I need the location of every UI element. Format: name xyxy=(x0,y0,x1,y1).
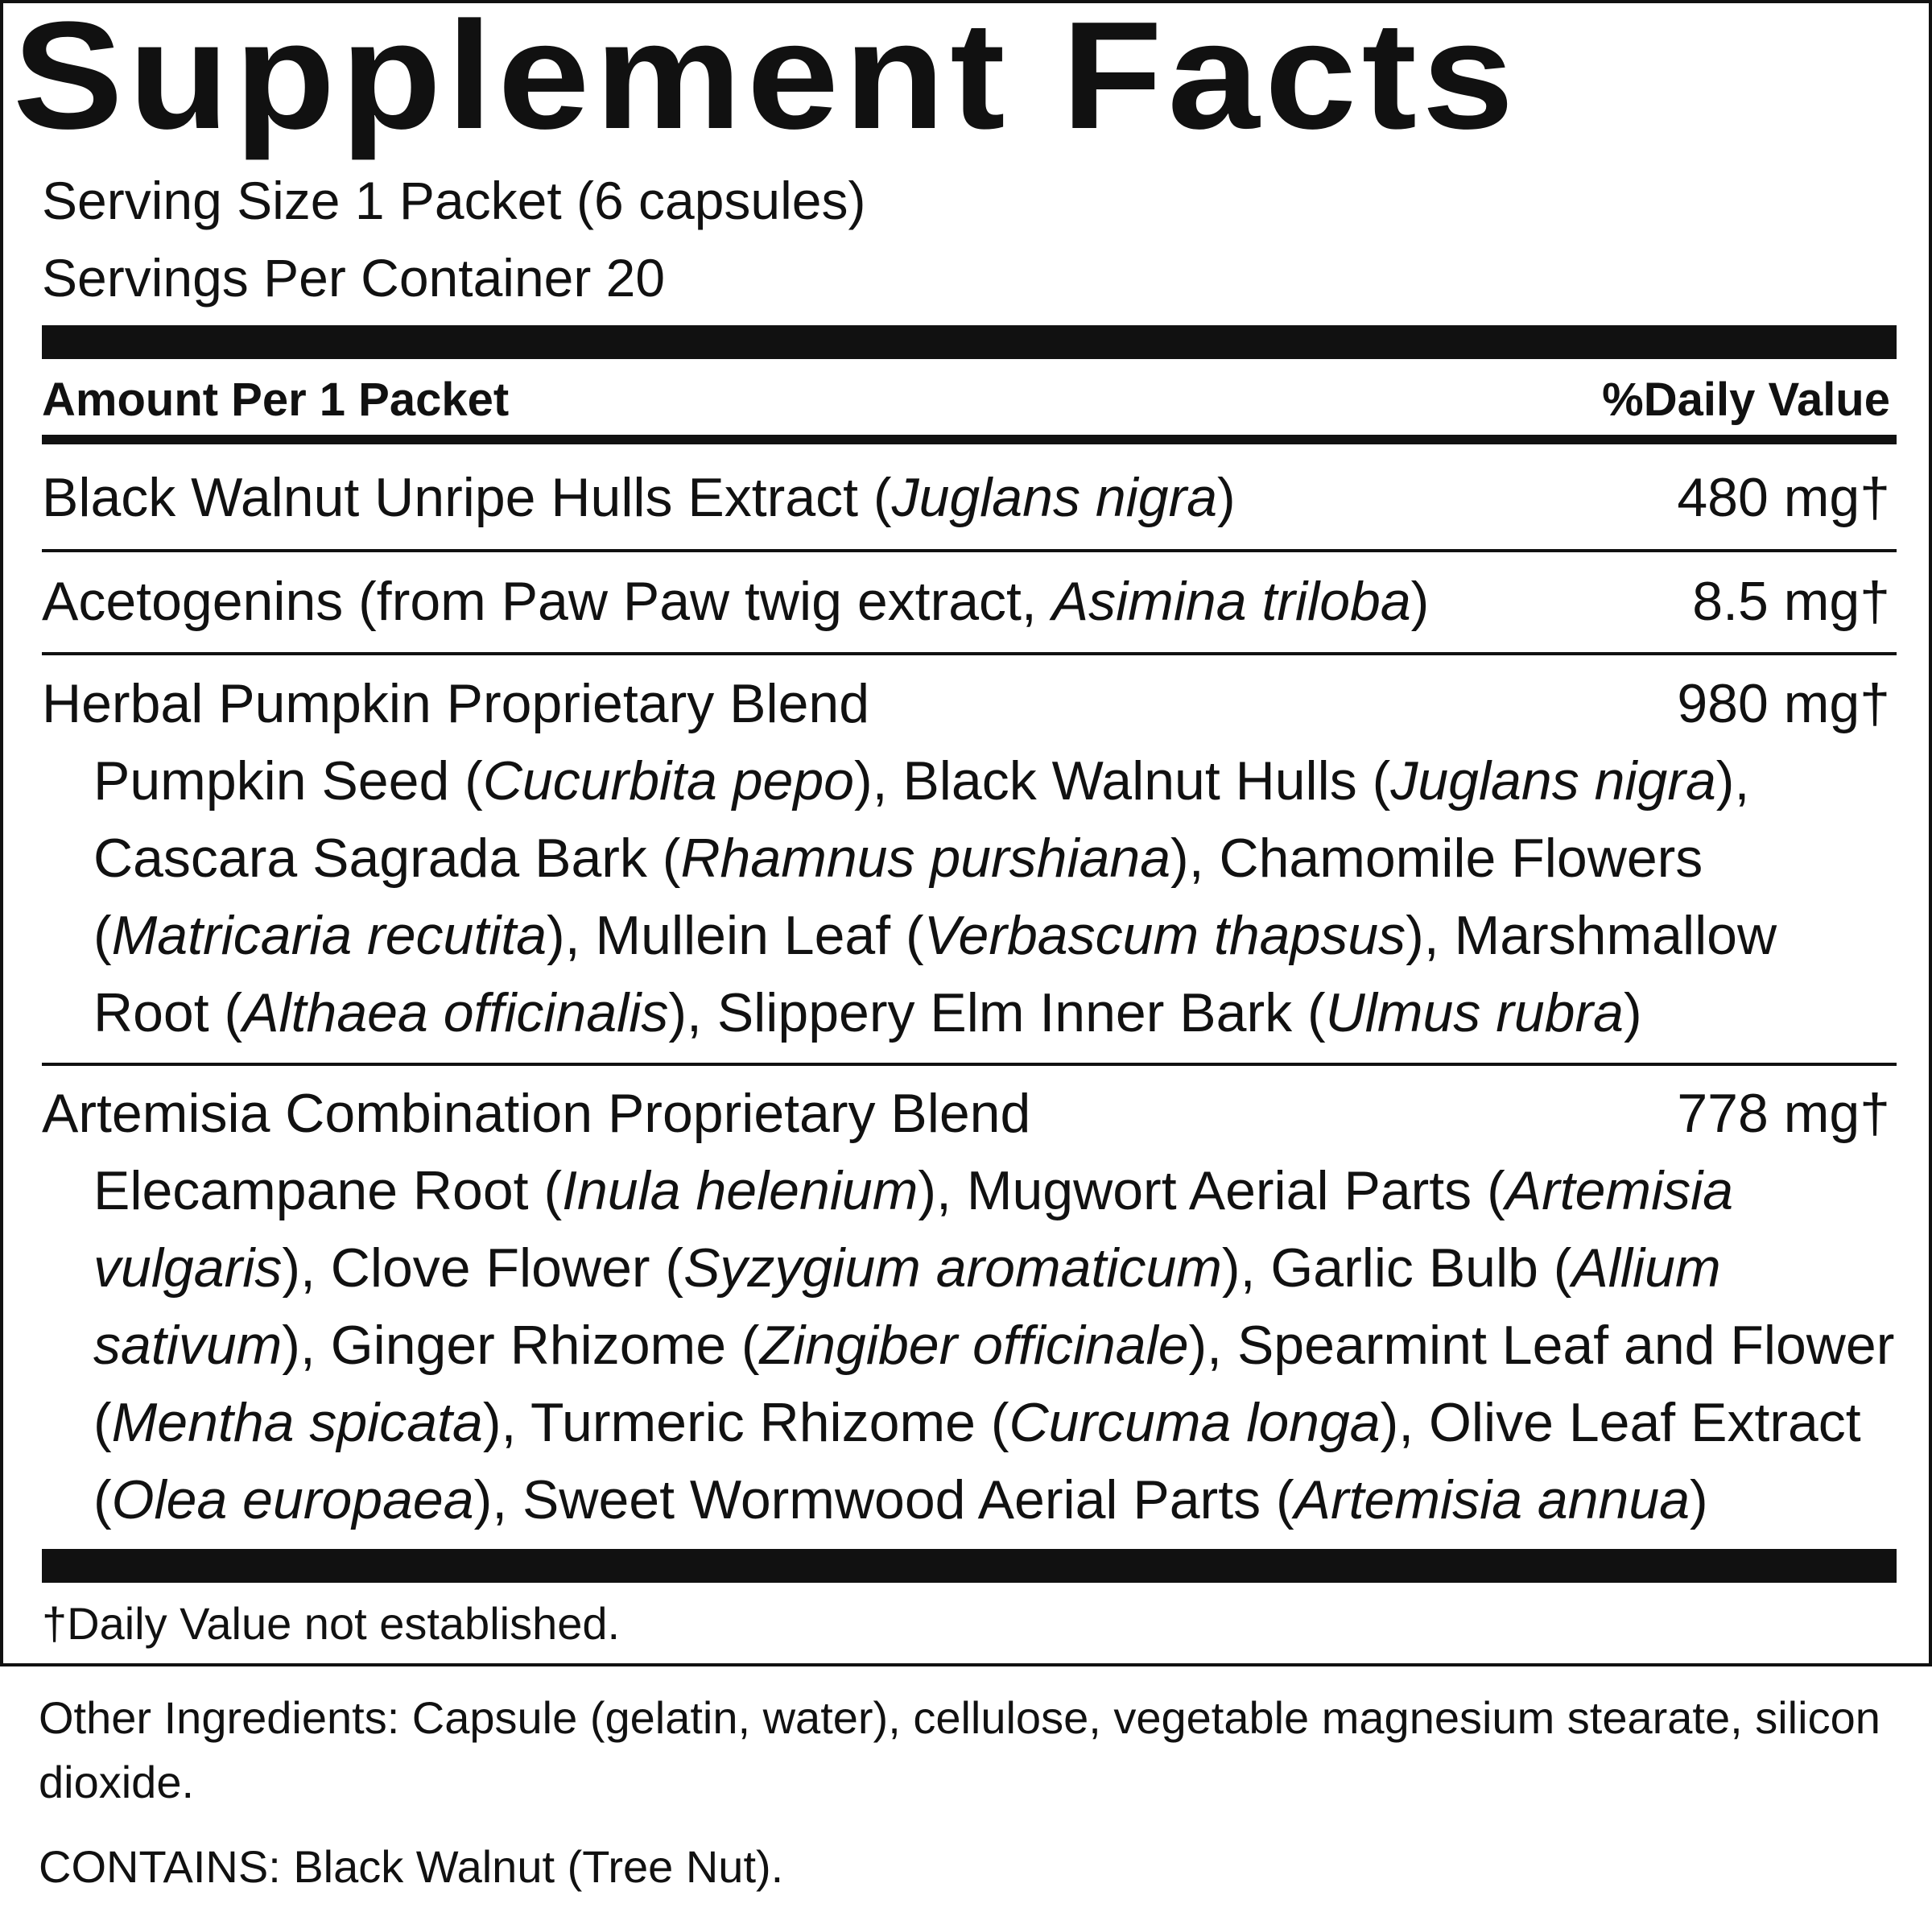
thick-divider-top xyxy=(42,325,1897,359)
ingredient-text: ) xyxy=(1623,982,1642,1043)
ingredient-text: ), Sweet Wormwood Aerial Parts ( xyxy=(473,1469,1294,1530)
ingredient-text: ), Slippery Elm Inner Bark ( xyxy=(668,982,1326,1043)
ingredient-text: ), Mugwort Aerial Parts ( xyxy=(918,1160,1505,1221)
footnote: †Daily Value not established. xyxy=(42,1598,621,1649)
ingredient-text: ), Black Walnut Hulls ( xyxy=(854,750,1391,812)
ingredient-text: ( xyxy=(93,1469,112,1530)
latin-name: Rhamnus purshiana xyxy=(680,828,1171,889)
ingredient-text: Root ( xyxy=(93,982,243,1043)
latin-name: Allium xyxy=(1571,1237,1721,1299)
ingredient-text: ), Clove Flower ( xyxy=(282,1237,684,1299)
latin-name: Asimina triloba xyxy=(1051,571,1411,632)
latin-name: Syzygium aromaticum xyxy=(683,1237,1222,1299)
amount-header: Amount Per 1 Packet xyxy=(42,374,510,426)
ingredient-text: ), Garlic Bulb ( xyxy=(1221,1237,1572,1299)
ingredient-line xyxy=(93,1307,1897,1384)
other-ingredients: Other Ingredients: Capsule (gelatin, water), cellulose, vegetable magnesium stearate, silicon dioxide. xyxy=(39,1692,1880,1807)
medium-divider xyxy=(42,435,1897,444)
ingredient-text: Cascara Sagrada Bark ( xyxy=(93,828,681,889)
blend-ingredients xyxy=(93,742,1897,1051)
latin-name: Matricaria recutita xyxy=(111,905,547,966)
blend-amount: 980 mg† xyxy=(1677,673,1890,734)
ingredient-line xyxy=(93,1461,1897,1538)
ingredient-line xyxy=(93,974,1897,1051)
ingredient-amount: 480 mg† xyxy=(1677,467,1890,528)
blend-name: Herbal Pumpkin Proprietary Blend xyxy=(42,673,870,734)
latin-name: Verbascum thapsus xyxy=(923,905,1406,966)
ingredient-text: ), Ginger Rhizome ( xyxy=(282,1315,760,1376)
latin-name: Curcuma longa xyxy=(1009,1392,1381,1453)
ingredient-line xyxy=(93,1152,1897,1229)
ingredient-text: ( xyxy=(93,1392,112,1453)
latin-name: Olea europaea xyxy=(111,1469,474,1530)
latin-name: Inula helenium xyxy=(562,1160,919,1221)
blend-amount: 778 mg† xyxy=(1677,1083,1890,1144)
blend-name: Artemisia Combination Proprietary Blend xyxy=(42,1083,1031,1144)
latin-name: Althaea officinalis xyxy=(242,982,669,1043)
latin-name: Mentha spicata xyxy=(111,1392,483,1453)
ingredient-text: ) xyxy=(1690,1469,1708,1530)
daily-value-header: %Daily Value xyxy=(1602,374,1890,426)
allergen-statement: CONTAINS: Black Walnut (Tree Nut). xyxy=(39,1841,784,1892)
latin-name: Zingiber officinale xyxy=(759,1315,1189,1376)
latin-name: Artemisia xyxy=(1505,1160,1734,1221)
ingredient-amount: 8.5 mg† xyxy=(1692,571,1890,632)
latin-name: Artemisia annua xyxy=(1294,1469,1690,1530)
ingredient-text: Pumpkin Seed ( xyxy=(93,750,483,812)
ingredient-text: ( xyxy=(93,905,112,966)
ingredient-text: ), Turmeric Rhizome ( xyxy=(482,1392,1009,1453)
latin-name: Juglans nigra xyxy=(891,467,1218,528)
ingredient-line xyxy=(93,820,1897,897)
ingredient-line xyxy=(93,1384,1897,1461)
panel-title: Supplement Facts xyxy=(13,0,1520,161)
ingredient-text: ), Marshmallow xyxy=(1406,905,1777,966)
thick-divider-bottom xyxy=(42,1549,1897,1583)
ingredient-name: Black Walnut Unripe Hulls Extract (Juglans nigra) xyxy=(42,467,1236,528)
ingredient-line xyxy=(93,742,1897,820)
ingredient-text: Elecampane Root ( xyxy=(93,1160,563,1221)
ingredient-text: ), Spearmint Leaf and Flower xyxy=(1188,1315,1895,1376)
ingredient-text: ), Mullein Leaf ( xyxy=(547,905,924,966)
latin-name: vulgaris xyxy=(93,1237,283,1299)
blend-ingredients xyxy=(93,1152,1897,1538)
latin-name: Cucurbita pepo xyxy=(482,750,855,812)
ingredient-text: ), Olive Leaf Extract xyxy=(1380,1392,1861,1453)
latin-name: Juglans nigra xyxy=(1390,750,1716,812)
servings-per-container: Servings Per Container 20 xyxy=(42,248,666,308)
ingredient-name: Acetogenins (from Paw Paw twig extract, Asimina triloba) xyxy=(42,571,1430,632)
serving-size: Serving Size 1 Packet (6 capsules) xyxy=(42,171,866,230)
row-divider xyxy=(42,652,1897,655)
row-divider xyxy=(42,1063,1897,1066)
latin-name: sativum xyxy=(93,1315,283,1376)
ingredient-line xyxy=(93,897,1897,974)
ingredient-line xyxy=(93,1229,1897,1307)
latin-name: Ulmus rubra xyxy=(1325,982,1624,1043)
ingredient-text: ), xyxy=(1715,750,1750,812)
ingredient-text: ), Chamomile Flowers xyxy=(1170,828,1703,889)
row-divider xyxy=(42,549,1897,552)
